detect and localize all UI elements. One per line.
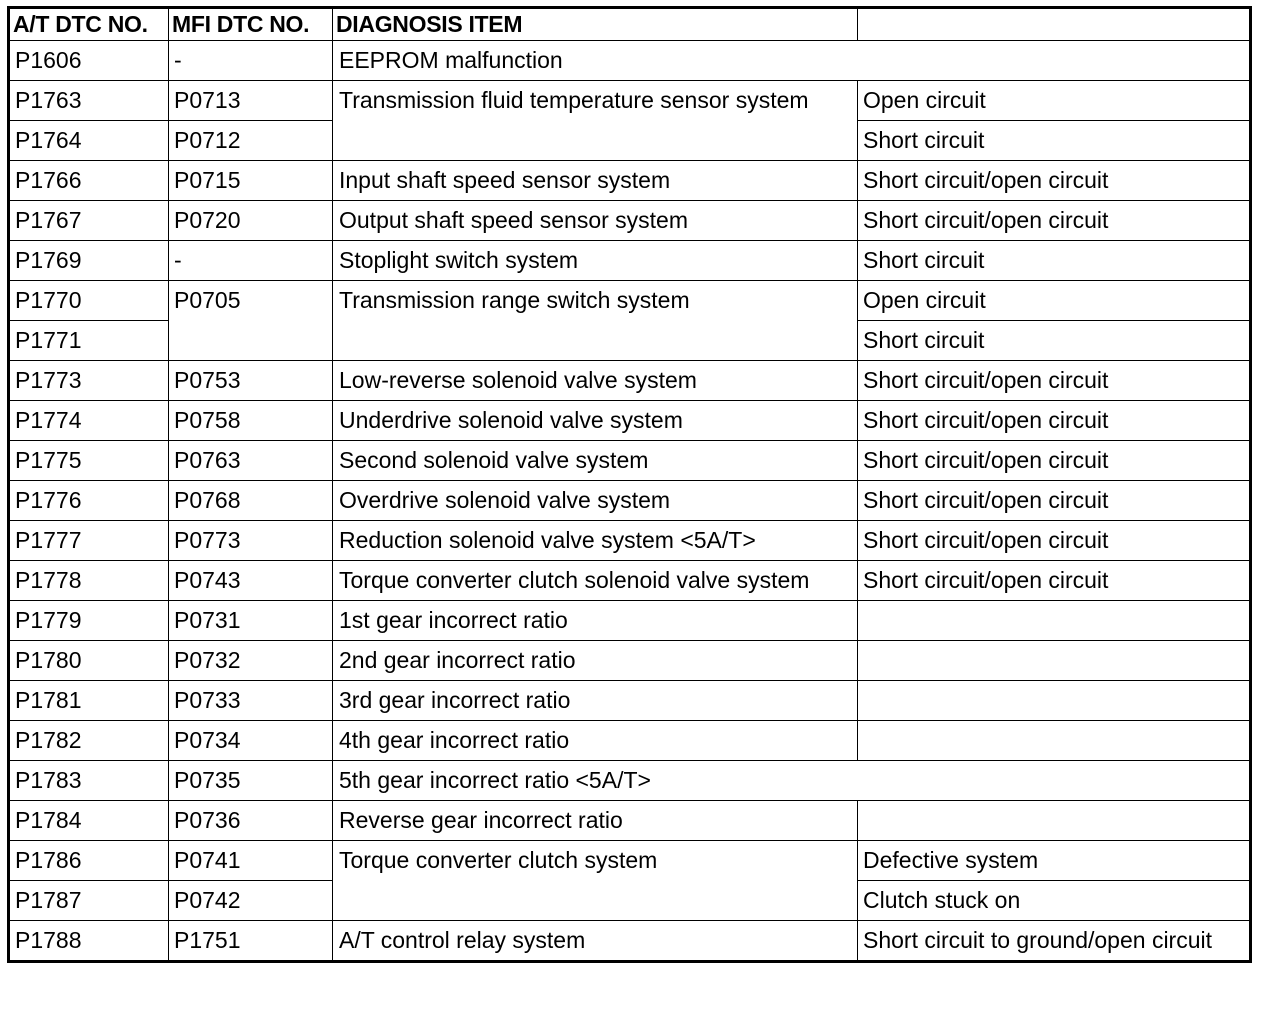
- result-cell: Open circuit: [858, 281, 1251, 321]
- mfi-dtc-cell: P0733: [169, 681, 333, 721]
- at-dtc-cell: P1787: [9, 881, 169, 921]
- mfi-dtc-cell: P0758: [169, 401, 333, 441]
- diagnosis-item-cell: Second solenoid valve system: [333, 441, 858, 481]
- mfi-dtc-cell: P0712: [169, 121, 333, 161]
- diagnosis-item-cell: 5th gear incorrect ratio <5A/T>: [333, 761, 1251, 801]
- mfi-dtc-cell: P1751: [169, 921, 333, 962]
- mfi-dtc-cell: P0720: [169, 201, 333, 241]
- table-row: [9, 281, 1251, 321]
- table-row: [9, 81, 1251, 121]
- diagnosis-item-cell: 2nd gear incorrect ratio: [333, 641, 858, 681]
- result-cell: Short circuit/open circuit: [858, 201, 1251, 241]
- mfi-dtc-cell: P0743: [169, 561, 333, 601]
- result-cell: Short circuit/open circuit: [858, 481, 1251, 521]
- at-dtc-cell: P1784: [9, 801, 169, 841]
- dtc-table: [7, 6, 1252, 963]
- header-result: [858, 8, 1251, 41]
- mfi-dtc-cell: P0768: [169, 481, 333, 521]
- result-cell: Short circuit/open circuit: [858, 161, 1251, 201]
- table-row: [9, 41, 1251, 81]
- table-row: [9, 361, 1251, 401]
- result-cell: Defective system: [858, 841, 1251, 881]
- at-dtc-cell: P1782: [9, 721, 169, 761]
- at-dtc-cell: P1773: [9, 361, 169, 401]
- at-dtc-cell: P1775: [9, 441, 169, 481]
- header-diagnosis-item: DIAGNOSIS ITEM: [333, 8, 858, 41]
- table-row: [9, 161, 1251, 201]
- diagnosis-item-cell: Torque converter clutch system: [333, 841, 858, 921]
- mfi-dtc-cell: P0736: [169, 801, 333, 841]
- table-row: [9, 201, 1251, 241]
- result-cell: Short circuit/open circuit: [858, 561, 1251, 601]
- table-row: [9, 521, 1251, 561]
- at-dtc-cell: P1764: [9, 121, 169, 161]
- result-cell: Short circuit: [858, 241, 1251, 281]
- result-cell: Clutch stuck on: [858, 881, 1251, 921]
- table-row: [9, 601, 1251, 641]
- result-cell: Open circuit: [858, 81, 1251, 121]
- diagnosis-item-cell: 3rd gear incorrect ratio: [333, 681, 858, 721]
- at-dtc-cell: P1774: [9, 401, 169, 441]
- mfi-dtc-cell: -: [169, 41, 333, 81]
- result-cell: Short circuit/open circuit: [858, 401, 1251, 441]
- table-row: [9, 761, 1251, 801]
- table-row: [9, 681, 1251, 721]
- diagnosis-item-cell: Reduction solenoid valve system <5A/T>: [333, 521, 858, 561]
- table-row: [9, 921, 1251, 962]
- diagnosis-item-cell: EEPROM malfunction: [333, 41, 1251, 81]
- result-cell: [858, 641, 1251, 681]
- diagnosis-item-cell: Input shaft speed sensor system: [333, 161, 858, 201]
- diagnosis-item-cell: Reverse gear incorrect ratio: [333, 801, 858, 841]
- mfi-dtc-cell: P0715: [169, 161, 333, 201]
- mfi-dtc-cell: P0742: [169, 881, 333, 921]
- at-dtc-cell: P1771: [9, 321, 169, 361]
- table-row: [9, 641, 1251, 681]
- mfi-dtc-cell: P0732: [169, 641, 333, 681]
- diagnosis-item-cell: Low-reverse solenoid valve system: [333, 361, 858, 401]
- at-dtc-cell: P1769: [9, 241, 169, 281]
- mfi-dtc-cell: P0705: [169, 281, 333, 361]
- result-cell: Short circuit/open circuit: [858, 441, 1251, 481]
- at-dtc-cell: P1766: [9, 161, 169, 201]
- diagnosis-item-cell: Overdrive solenoid valve system: [333, 481, 858, 521]
- mfi-dtc-cell: -: [169, 241, 333, 281]
- result-cell: [858, 681, 1251, 721]
- at-dtc-cell: P1763: [9, 81, 169, 121]
- header-row: [9, 8, 1251, 41]
- mfi-dtc-cell: P0731: [169, 601, 333, 641]
- table-row: [9, 241, 1251, 281]
- mfi-dtc-cell: P0773: [169, 521, 333, 561]
- at-dtc-cell: P1770: [9, 281, 169, 321]
- at-dtc-cell: P1776: [9, 481, 169, 521]
- result-cell: Short circuit/open circuit: [858, 361, 1251, 401]
- header-mfi-dtc: MFI DTC NO.: [169, 8, 333, 41]
- at-dtc-cell: P1783: [9, 761, 169, 801]
- table-row: [9, 561, 1251, 601]
- at-dtc-cell: P1606: [9, 41, 169, 81]
- diagnosis-item-cell: 4th gear incorrect ratio: [333, 721, 858, 761]
- result-cell: [858, 801, 1251, 841]
- table-row: [9, 801, 1251, 841]
- mfi-dtc-cell: P0734: [169, 721, 333, 761]
- diagnosis-item-cell: 1st gear incorrect ratio: [333, 601, 858, 641]
- diagnosis-item-cell: Stoplight switch system: [333, 241, 858, 281]
- header-at-dtc: A/T DTC NO.: [9, 8, 169, 41]
- mfi-dtc-cell: P0741: [169, 841, 333, 881]
- at-dtc-cell: P1786: [9, 841, 169, 881]
- diagnosis-item-cell: Output shaft speed sensor system: [333, 201, 858, 241]
- result-cell: [858, 601, 1251, 641]
- table-row: [9, 401, 1251, 441]
- mfi-dtc-cell: P0763: [169, 441, 333, 481]
- result-cell: Short circuit: [858, 121, 1251, 161]
- diagnosis-item-cell: Transmission range switch system: [333, 281, 858, 361]
- result-cell: Short circuit to ground/open circuit: [858, 921, 1251, 962]
- table-row: [9, 841, 1251, 881]
- table-row: [9, 441, 1251, 481]
- result-cell: Short circuit/open circuit: [858, 521, 1251, 561]
- at-dtc-cell: P1779: [9, 601, 169, 641]
- mfi-dtc-cell: P0753: [169, 361, 333, 401]
- at-dtc-cell: P1780: [9, 641, 169, 681]
- diagnosis-item-cell: Transmission fluid temperature sensor system: [333, 81, 858, 161]
- diagnosis-item-cell: Torque converter clutch solenoid valve system: [333, 561, 858, 601]
- diagnosis-item-cell: Underdrive solenoid valve system: [333, 401, 858, 441]
- at-dtc-cell: P1767: [9, 201, 169, 241]
- at-dtc-cell: P1788: [9, 921, 169, 962]
- mfi-dtc-cell: P0713: [169, 81, 333, 121]
- at-dtc-cell: P1777: [9, 521, 169, 561]
- table-row: [9, 721, 1251, 761]
- at-dtc-cell: P1781: [9, 681, 169, 721]
- result-cell: [858, 721, 1251, 761]
- diagnosis-item-cell: A/T control relay system: [333, 921, 858, 962]
- mfi-dtc-cell: P0735: [169, 761, 333, 801]
- at-dtc-cell: P1778: [9, 561, 169, 601]
- result-cell: Short circuit: [858, 321, 1251, 361]
- table-row: [9, 481, 1251, 521]
